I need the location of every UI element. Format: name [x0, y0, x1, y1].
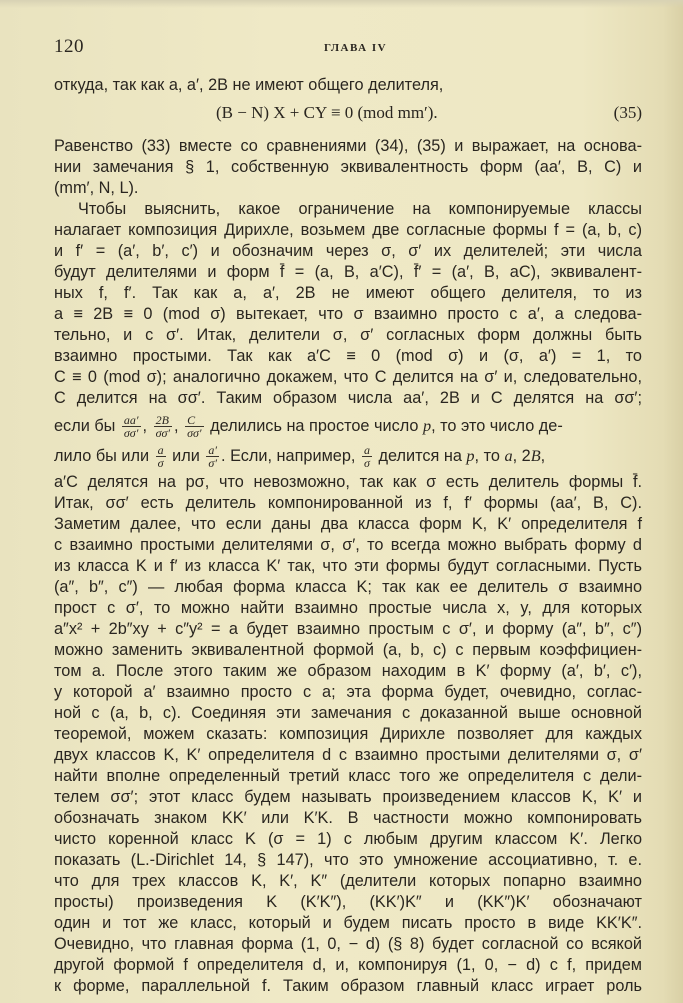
page-top-shadow: [0, 0, 683, 8]
text-line: ной с (a, b, c). Соединяя эти замечания с доказанной выше основной: [54, 704, 642, 722]
page-number: 120: [54, 36, 84, 57]
text-line: прост с σ′, то можно найти взаимно простые числа x, y, для которых: [54, 599, 642, 617]
text-line-with-fractions: лило бы или $\frac{a}{\sigma}$ или $\frac{a'}{\sigma'}$ . Если, например, $\frac{a}{\sigma}$ делится на p, то a, 2B,: [54, 443, 546, 470]
text-line: C делится на σσ′. Таким образом числа aa′, 2B и C делятся на σσ′;: [54, 389, 642, 407]
running-head: ГЛАВА IV: [324, 42, 388, 54]
text-line: Очевидно, что главная форма (1, 0, − d) (§ 8) будет согласной со всякой: [54, 935, 642, 953]
text-fragment: делится на p, то a, 2B,: [378, 445, 546, 465]
text-line: из класса K и f′ из класса K′ так, что эти формы будут согласными. Пусть: [54, 557, 642, 575]
text-fragment: делились на простое число p, то это число де-: [210, 415, 563, 435]
text-line: (mm′, N, L).: [54, 179, 139, 197]
text-fragment: или: [172, 446, 200, 465]
text-line: Заметим далее, что если даны два класса форм K, K′ определителя f: [54, 515, 642, 533]
text-line: ных f, f′. Так как a, a′, 2B не имеют общего делителя, то из: [54, 284, 642, 302]
text-line: к форме, параллельной f. Таким образом главный класс играет роль: [54, 977, 642, 995]
text-line: двух классов K, K′ определителя d с взаимно простыми делителями σ, σ′: [54, 746, 642, 764]
text-line: что для трех классов K, K′, K″ (делители которых попарно взаимно: [54, 872, 642, 890]
text-fragment: если бы: [54, 416, 116, 435]
text-line: просты) произведения K (K′K″), (KK′)K″ и (KK″)K′ обозначают: [54, 893, 642, 911]
text-line-with-fractions: если бы $\frac{aa'}{\sigma\sigma'}$ , $\frac{2B}{\sigma\sigma'}$ , $\frac{C}{\sigma\sigma'}$ делились на простое число p, то это число де-: [54, 413, 563, 440]
text-line: нии замечания § 1, собственную эквивалентность форм (aa′, B, C) и: [54, 158, 642, 176]
display-equation: [54, 103, 642, 125]
text-line: взаимно простыми. Так как a′C ≡ 0 (mod σ) и (σ, a′) = 1, то: [54, 347, 642, 365]
text-line: налагает композиция Дирихле, возьмем две согласные формы f = (a, b, c): [54, 221, 642, 239]
text-fragment: лило бы или: [54, 446, 150, 465]
text-line: другой формой f определителя d, и, компонируя (1, 0, − d) с f, придем: [54, 956, 642, 974]
text-line: a′C делятся на pσ, что невозможно, так как σ есть делитель формы f̄.: [54, 473, 642, 491]
text-line: Равенство (33) вместе со сравнениями (34), (35) и выражает, на основа-: [54, 137, 642, 155]
text-fragment: Если, например,: [230, 446, 356, 465]
equation-number: (35): [613, 103, 642, 122]
text-line: том a. После этого таким же образом находим в K′ форму (a′, b′, c′),: [54, 662, 642, 680]
fraction: $\frac{a}{\sigma}$: [363, 443, 370, 470]
fraction: $\frac{aa'}{\sigma\sigma'}$: [123, 413, 139, 440]
fraction: $\frac{a'}{\sigma'}$: [208, 443, 218, 470]
text-line: обозначать знаком KK′ или K′K. В частности можно компонировать: [54, 809, 642, 827]
text-line: чисто коренной класс K (σ = 1) с любым другим классом K′. Легко: [54, 830, 642, 848]
text-line-with-emphasis: телем σσ′; этот класс будем называть произведением классов K, K′ и: [54, 788, 642, 806]
text-line: (a″, b″, c″) — любая форма класса K; так как ее делитель σ взаимно: [54, 578, 642, 596]
text-line: можно заменить эквивалентной формой (a, b, c) с первым коэффициен-: [54, 641, 642, 659]
text-line: C ≡ 0 (mod σ); аналогично докажем, что C делится на σ′ и, следовательно,: [54, 368, 642, 386]
text-line: a ≡ 2B ≡ 0 (mod σ) вытекает, что σ взаимно просто с a′, а следова-: [54, 305, 642, 323]
text-line-with-citation: показать (L.-Dirichlet 14, § 147), что это умножение ассоциативно, т. е.: [54, 851, 642, 869]
page-header: [54, 36, 639, 60]
fraction: $\frac{2B}{\sigma\sigma'}$: [155, 413, 171, 440]
text-line: с взаимно простыми делителями σ, σ′, то всегда можно выбрать форму d: [54, 536, 642, 554]
text-line: теоремой, можем сказать: композиция Дирихле позволяет для каждых: [54, 725, 642, 743]
text-line: откуда, так как a, a′, 2B не имеют общего делителя,: [54, 76, 444, 94]
text-line: Итак, σσ′ есть делитель компонированной из f, f′ формы (aa′, B, C).: [54, 494, 642, 512]
text-line: a″x² + 2b″xy + c″y² = a будет взаимно простым с σ′, и форму (a″, b″, c″): [54, 620, 642, 638]
text-line: найти вполне определенный третий класс того же определителя с дели-: [54, 767, 642, 785]
text-line: и f′ = (a′, b′, c′) и обозначим через σ, σ′ их делителей; эти числа: [54, 242, 642, 260]
fraction: $\frac{C}{\sigma\sigma'}$: [187, 413, 202, 440]
fraction: $\frac{a}{\sigma}$: [157, 443, 164, 470]
text-line: у которой a′ взаимно просто с a; эта форма будет, очевидно, соглас-: [54, 683, 642, 701]
equation-formula: (B − N) X + CY ≡ 0 (mod mm′).: [216, 103, 438, 122]
text-line: тельно, и с σ′. Итак, делители σ, σ′ согласных форм должны быть: [54, 326, 642, 344]
text-line: один и тот же класс, который и будем писать просто в виде KK′K″.: [54, 914, 642, 932]
text-line: будут делителями и форм f̄ = (a, B, a′C), f̄′ = (a′, B, aC), эквивалент-: [54, 263, 642, 281]
paragraph-start-line: Чтобы выяснить, какое ограничение на компонируемые классы: [78, 200, 642, 218]
